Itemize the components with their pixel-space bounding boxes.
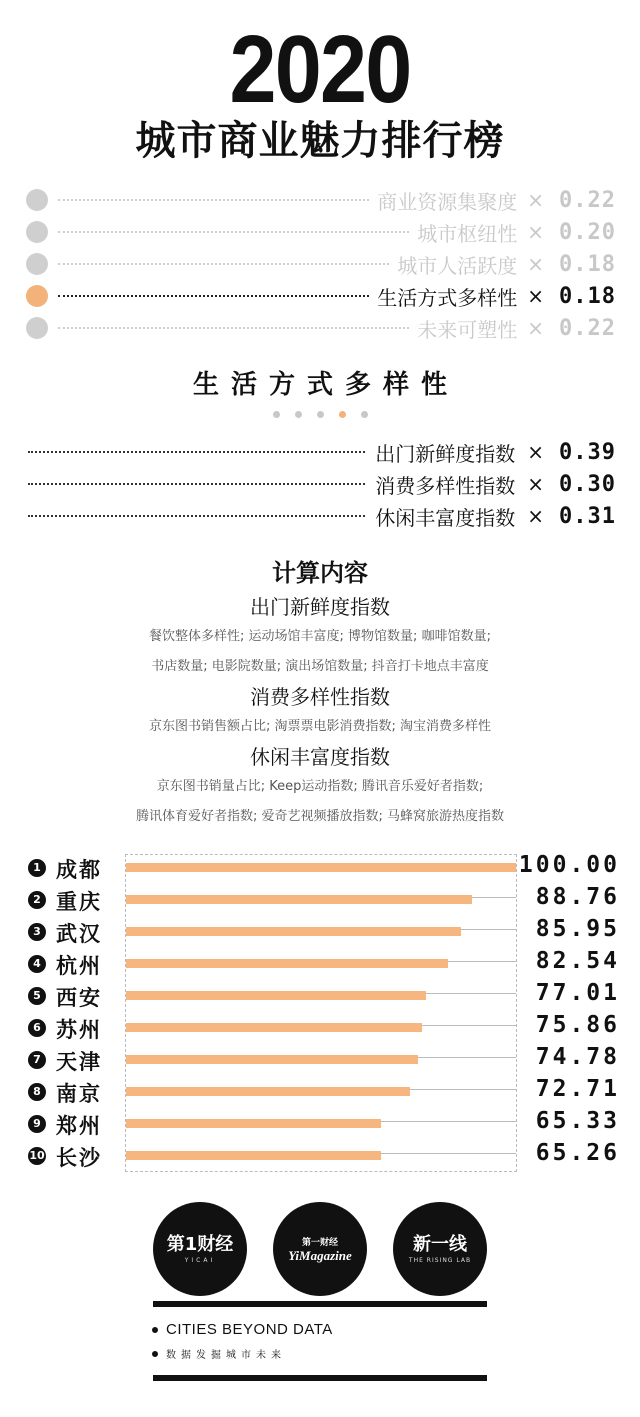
category-label: 武汉 [56,922,102,946]
category-label: 西安 [56,986,102,1010]
multiply-sign: × [527,504,544,528]
pager-dot-active[interactable] [339,411,346,418]
ranking-bar-chart [20,848,620,1178]
category-label: 长沙 [56,1146,102,1170]
rank-badge: 7 [28,1051,46,1069]
bar [126,1119,381,1128]
calc-heading: 休闲丰富度指数 [250,745,390,769]
leader-line [28,515,365,517]
subindex-label: 出门新鲜度指数 [375,441,516,466]
leader-line [28,451,365,453]
calc-detail: 京东图书销量占比; Keep运动指数; 腾讯音乐爱好者指数; [156,779,484,794]
bar-row [20,852,620,884]
pager-dot[interactable] [361,411,368,418]
subindex-row [28,436,616,468]
dimension-list [26,184,616,344]
dimension-dot [26,317,48,339]
subindex-row [28,500,616,532]
multiply-sign: × [527,316,544,340]
value-label: 75.86 [535,1012,620,1038]
calc-block [0,682,640,742]
yimagazine-logo[interactable] [273,1202,367,1296]
bar [126,863,516,872]
footer-divider [153,1375,487,1381]
page-title: 城市商业魅力排行榜 [135,118,505,164]
category-label: 苏州 [56,1018,102,1042]
dimension-label: 商业资源集聚度 [377,189,518,214]
dimension-row[interactable] [26,248,616,280]
subindex-label: 消费多样性指数 [375,473,516,498]
rank-badge: 9 [28,1115,46,1133]
bar [126,959,448,968]
subindex-weight: 0.30 [559,471,616,497]
dimension-weight: 0.22 [559,187,616,213]
bar-row [20,1012,620,1044]
dimension-row-active[interactable] [26,280,616,312]
rank-badge: 4 [28,955,46,973]
leader-line [58,263,389,265]
bar [126,1151,381,1160]
logo-subtext: YICAI [184,1256,216,1264]
leader-line [58,199,369,201]
multiply-sign: × [527,220,544,244]
logo-subtext: 第一财经 [301,1237,338,1248]
page-indicator[interactable] [273,411,368,418]
calc-block [0,592,640,682]
logo-text: YiMagazine [288,1247,352,1263]
footer-divider [153,1301,487,1307]
multiply-sign: × [527,440,544,464]
leader-line [58,327,409,329]
dimension-row[interactable] [26,312,616,344]
calc-title: 计算内容 [272,559,368,587]
value-label: 74.78 [535,1044,620,1070]
value-label: 65.33 [535,1108,620,1134]
calc-detail: 腾讯体育爱好者指数; 爱奇艺视频播放指数; 马蜂窝旅游热度指数 [135,809,505,824]
dimension-dot [26,221,48,243]
category-label: 成都 [56,858,102,882]
category-label: 重庆 [56,890,102,914]
value-label: 88.76 [535,884,620,910]
bar-row [20,884,620,916]
footer-en-text: CITIES BEYOND DATA [166,1321,333,1338]
leader-line [58,295,369,297]
bar-row [20,1076,620,1108]
rank-badge: 5 [28,987,46,1005]
dimension-label: 未来可塑性 [417,317,518,342]
logo-text: 新一线 [413,1233,467,1255]
value-label: 65.26 [535,1140,620,1166]
value-label: 77.01 [535,980,620,1006]
rank-badge: 2 [28,891,46,909]
year-title: 2020 [229,16,411,123]
bullet-icon [152,1351,158,1357]
dimension-row[interactable] [26,184,616,216]
dimension-dot [26,189,48,211]
rank-badge: 8 [28,1083,46,1101]
footer-cn-text: 数据发掘城市未来 [166,1350,286,1361]
calc-detail: 书店数量; 电影院数量; 演出场馆数量; 抖音打卡地点丰富度 [151,659,489,674]
multiply-sign: × [527,252,544,276]
subindex-list [28,436,616,532]
bar-row [20,1044,620,1076]
dimension-label: 城市枢纽性 [417,221,518,246]
footer-tagline-en [152,1321,333,1338]
multiply-sign: × [527,188,544,212]
dimension-weight: 0.18 [559,283,616,309]
calc-heading: 出门新鲜度指数 [250,595,390,619]
dimension-dot [26,253,48,275]
bar [126,1055,418,1064]
dimension-weight: 0.18 [559,251,616,277]
rising-lab-logo[interactable] [393,1202,487,1296]
multiply-sign: × [527,472,544,496]
logo-subtext: THE RISING LAB [408,1256,472,1264]
pager-dot[interactable] [273,411,280,418]
bullet-icon [152,1327,158,1333]
section-title: 生活方式多样性 [192,370,459,400]
bar [126,927,461,936]
dimension-weight: 0.22 [559,315,616,341]
value-label: 85.95 [535,916,620,942]
yicai-logo[interactable] [153,1202,247,1296]
pager-dot[interactable] [317,411,324,418]
leader-line [58,231,409,233]
dimension-label: 城市人活跃度 [397,253,518,278]
multiply-sign: × [527,284,544,308]
rank-badge: 6 [28,1019,46,1037]
value-label: 100.00 [518,852,620,878]
subindex-weight: 0.39 [559,439,616,465]
bar [126,991,426,1000]
subindex-weight: 0.31 [559,503,616,529]
category-label: 杭州 [56,954,102,978]
pager-dot[interactable] [295,411,302,418]
subindex-row [28,468,616,500]
rank-badge: 1 [28,859,46,877]
category-label: 天津 [56,1050,102,1074]
bar-row [20,1108,620,1140]
bar [126,1023,422,1032]
dimension-weight: 0.20 [559,219,616,245]
rank-badge: 3 [28,923,46,941]
value-label: 72.71 [535,1076,620,1102]
dimension-row[interactable] [26,216,616,248]
calc-detail: 餐饮整体多样性; 运动场馆丰富度; 博物馆数量; 咖啡馆数量; [149,629,491,644]
dimension-dot-active [26,285,48,307]
category-label: 郑州 [56,1114,102,1138]
bar-row [20,916,620,948]
calc-detail: 京东图书销售额占比; 淘票票电影消费指数; 淘宝消费多样性 [148,719,492,734]
category-label: 南京 [56,1082,102,1106]
logo-text: 第1财经 [166,1233,234,1255]
subindex-label: 休闲丰富度指数 [375,505,516,530]
bar-row [20,1140,620,1172]
calc-heading: 消费多样性指数 [250,685,390,709]
rank-badge: 10 [28,1147,46,1165]
value-label: 82.54 [535,948,620,974]
leader-line [28,483,365,485]
logo-row [0,1202,640,1298]
dimension-label: 生活方式多样性 [377,285,518,310]
bar [126,1087,410,1096]
bar-row [20,980,620,1012]
calc-block [0,742,640,832]
footer-tagline-cn [152,1346,286,1361]
bar [126,895,472,904]
bar-row [20,948,620,980]
